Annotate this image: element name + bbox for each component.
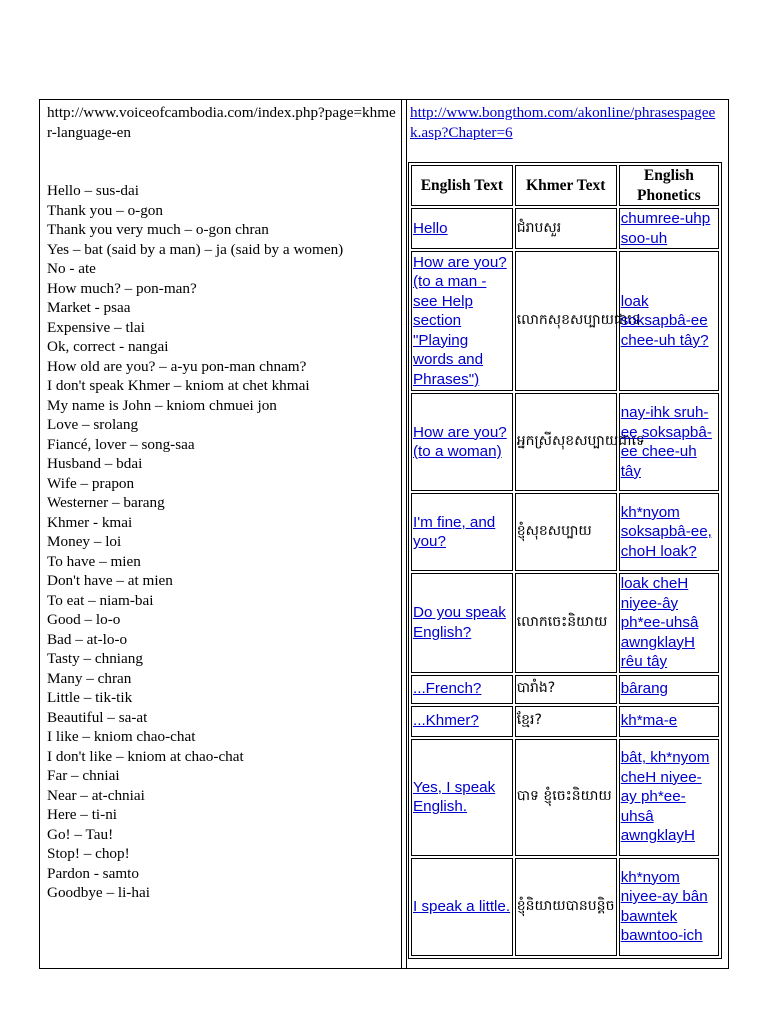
source-url-left: http://www.voiceofcambodia.com/index.php?page=khmer-language-en (47, 104, 396, 141)
phrase-item: No - ate (47, 260, 96, 277)
phrase-item: Market - psaa (47, 299, 131, 316)
phrase-item: Khmer - kmai (47, 513, 133, 531)
table-body (411, 208, 719, 956)
english-link[interactable]: Do you speak English? (411, 573, 513, 673)
phrase-item: I don't like – kniom at chao-chat (47, 747, 244, 765)
khmer-text: បារាំង? (515, 675, 617, 704)
phrase-item: I don't speak Khmer – kniom at chet khmai (47, 377, 310, 394)
table-row (411, 393, 719, 491)
table-row (411, 573, 719, 673)
phrase-item: How old are you? – a-yu pon-man chnam? (47, 357, 307, 375)
phonetics-link[interactable]: bât, kh*nyom cheH niyee-ay ph*ee-uhsâ awngklayH (619, 739, 719, 856)
table-row (411, 675, 719, 704)
khmer-text: ខ្ញុំនិយាយបានបន្តិច (515, 858, 617, 956)
phonetics-link[interactable]: chumree-uhp soo-uh (619, 208, 719, 249)
khmer-text: បាទ ខ្ញុំចេះនិយាយ (515, 739, 617, 856)
table-row (411, 208, 719, 249)
header-phonetics: English Phonetics (619, 165, 719, 206)
phonetics-link[interactable]: kh*ma-e (619, 706, 719, 737)
table-row (411, 706, 719, 737)
phrase-item: How much? – pon-man? (47, 279, 197, 297)
english-link[interactable]: How are you? (to a man - see Help section "Playing words and Phrases") (411, 251, 513, 391)
column-divider (401, 99, 407, 969)
table-row (411, 858, 719, 956)
phrase-item: Thank you very much – o-gon chran (47, 221, 269, 238)
phrase-table (408, 162, 722, 959)
phrase-item: Go! – Tau! (47, 825, 114, 843)
phrase-item: Thank you – o-gon (47, 201, 163, 219)
english-link[interactable]: How are you? (to a woman) (411, 393, 513, 491)
phrase-item: Bad – at-lo-o (47, 630, 128, 648)
phrase-item: Ok, correct - nangai (47, 338, 169, 355)
phrase-item: Fiancé, lover – song-saa (47, 435, 195, 453)
header-khmer: Khmer Text (515, 165, 617, 206)
english-link[interactable]: ...Khmer? (411, 706, 513, 737)
english-link[interactable]: I speak a little. (411, 858, 513, 956)
phrase-item: Here – ti-ni (47, 806, 118, 823)
phrase-item: Beautiful – sa-at (47, 708, 148, 726)
phrase-item: Tasty – chniang (47, 650, 143, 667)
phonetics-link[interactable]: loak soksapbâ-ee chee-uh tây? (619, 251, 719, 391)
phrase-item: I like – kniom chao-chat (47, 728, 196, 745)
phrase-item: Money – loi (47, 533, 122, 550)
source-url-right[interactable]: http://www.bongthom.com/akonline/phrasespageek.asp?Chapter=6 (410, 104, 716, 141)
phrase-item: To eat – niam-bai (47, 591, 154, 609)
left-column (47, 103, 397, 903)
english-link[interactable]: Yes, I speak English. (411, 739, 513, 856)
phrase-item: Goodbye – li-hai (47, 884, 150, 901)
phrase-item: Far – chniai (47, 767, 120, 784)
khmer-text: ខ្ញុំសុខសប្បាយ (515, 493, 617, 571)
phrase-item: Good – lo-o (47, 611, 121, 628)
table-row (411, 251, 719, 391)
khmer-text: ខ្មែរ? (515, 706, 617, 737)
table-row (411, 739, 719, 856)
phonetics-link[interactable]: loak cheH niyee-ây ph*ee-uhsâ awngklayH rêu tây (619, 573, 719, 673)
phrase-item: Yes – bat (said by a man) – ja (said by a women) (47, 240, 344, 258)
table-header-row (411, 165, 719, 206)
phonetics-link[interactable]: bârang (619, 675, 719, 704)
phonetics-link[interactable]: nay-ihk sruh-ee soksapbâ-ee chee-uh tây (619, 393, 719, 491)
phrase-list (47, 181, 397, 903)
phrase-item: Little – tik-tik (47, 689, 133, 706)
phrase-item: To have – mien (47, 552, 141, 570)
phrase-item: Many – chran (47, 669, 132, 687)
phrase-item: Wife – prapon (47, 474, 135, 492)
english-link[interactable]: ...French? (411, 675, 513, 704)
phrase-item: Hello – sus-dai (47, 182, 139, 199)
khmer-text: លោកចេះនិយាយ (515, 573, 617, 673)
phrase-item: Husband – bdai (47, 455, 143, 472)
table-row (411, 493, 719, 571)
khmer-text: ជំរាបសួរ (515, 208, 617, 249)
khmer-text: លោកសុខសប្បាយជាទេ (515, 251, 617, 391)
phrase-item: Pardon - samto (47, 864, 139, 882)
phrase-item: Westerner – barang (47, 494, 165, 511)
english-link[interactable]: Hello (411, 208, 513, 249)
phrase-item: Stop! – chop! (47, 845, 130, 862)
phonetics-link[interactable]: kh*nyom niyee-ay bân bawntek bawntoo-ich (619, 858, 719, 956)
phrase-item: Near – at-chniai (47, 786, 145, 804)
phrase-item: Love – srolang (47, 416, 139, 433)
phrase-item: Don't have – at mien (47, 572, 173, 589)
header-english: English Text (411, 165, 513, 206)
phrase-item: Expensive – tlai (47, 318, 145, 336)
phrase-item: My name is John – kniom chmuei jon (47, 396, 277, 414)
khmer-text: អ្នកស្រីសុខសប្បាយជាទេ (515, 393, 617, 491)
phonetics-link[interactable]: kh*nyom soksapbâ-ee, choH loak? (619, 493, 719, 571)
english-link[interactable]: I'm fine, and you? (411, 493, 513, 571)
